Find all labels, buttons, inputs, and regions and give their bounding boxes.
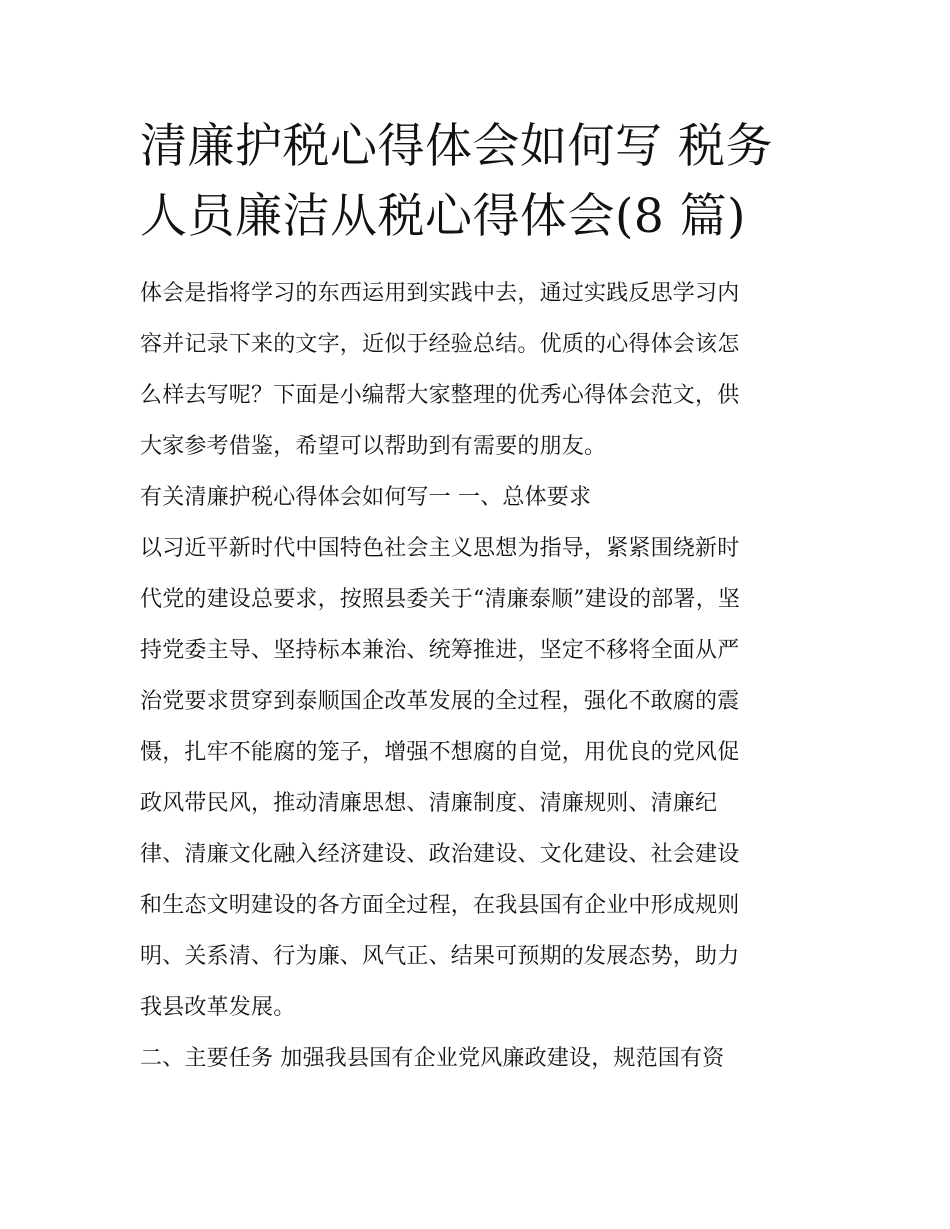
paragraph-line: 律、清廉文化融入经济建设、政治建设、文化建设、社会建设 (140, 842, 740, 867)
document-body (140, 268, 812, 1084)
paragraph-line: 代党的建设总要求，按照县委关于“清廉泰顺”建设的部署，坚 (140, 587, 741, 612)
section-heading-line: 二、主要任务 加强我县国有企业党风廉政建设，规范国有资 (140, 1046, 725, 1071)
title-line-1: 清廉护税心得体会如何写 税务 (140, 119, 773, 174)
paragraph-line: 大家参考借鉴，希望可以帮助到有需要的朋友。 (140, 434, 607, 459)
paragraph-line: 明、关系清、行为廉、风气正、结果可预期的发展态势，助力 (140, 944, 740, 969)
paragraph-line: 我县改革发展。 (140, 995, 296, 1020)
section-heading-line: 有关清廉护税心得体会如何写一 一、总体要求 (140, 485, 592, 510)
paragraph-line: 慑，扎牢不能腐的笼子，增强不想腐的自觉，用优良的党风促 (140, 740, 740, 765)
paragraph-line: 治党要求贯穿到泰顺国企改革发展的全过程，强化不敢腐的震 (140, 689, 740, 714)
paragraph-line: 以习近平新时代中国特色社会主义思想为指导，紧紧围绕新时 (140, 536, 740, 561)
document-title (140, 112, 812, 252)
paragraph-line: 么样去写呢？下面是小编帮大家整理的优秀心得体会范文，供 (140, 383, 740, 408)
paragraph-line: 和生态文明建设的各方面全过程，在我县国有企业中形成规则 (140, 893, 740, 918)
paragraph-line: 持党委主导、坚持标本兼治、统筹推进，坚定不移将全面从严 (140, 638, 740, 663)
paragraph-line: 政风带民风，推动清廉思想、清廉制度、清廉规则、清廉纪 (140, 791, 718, 816)
paragraph-line: 容并记录下来的文字，近似于经验总结。优质的心得体会该怎 (140, 332, 740, 357)
document-page (140, 112, 812, 1084)
paragraph-line: 体会是指将学习的东西运用到实践中去，通过实践反思学习内 (140, 281, 740, 306)
title-line-2: 人员廉洁从税心得体会(8 篇) (140, 189, 747, 244)
